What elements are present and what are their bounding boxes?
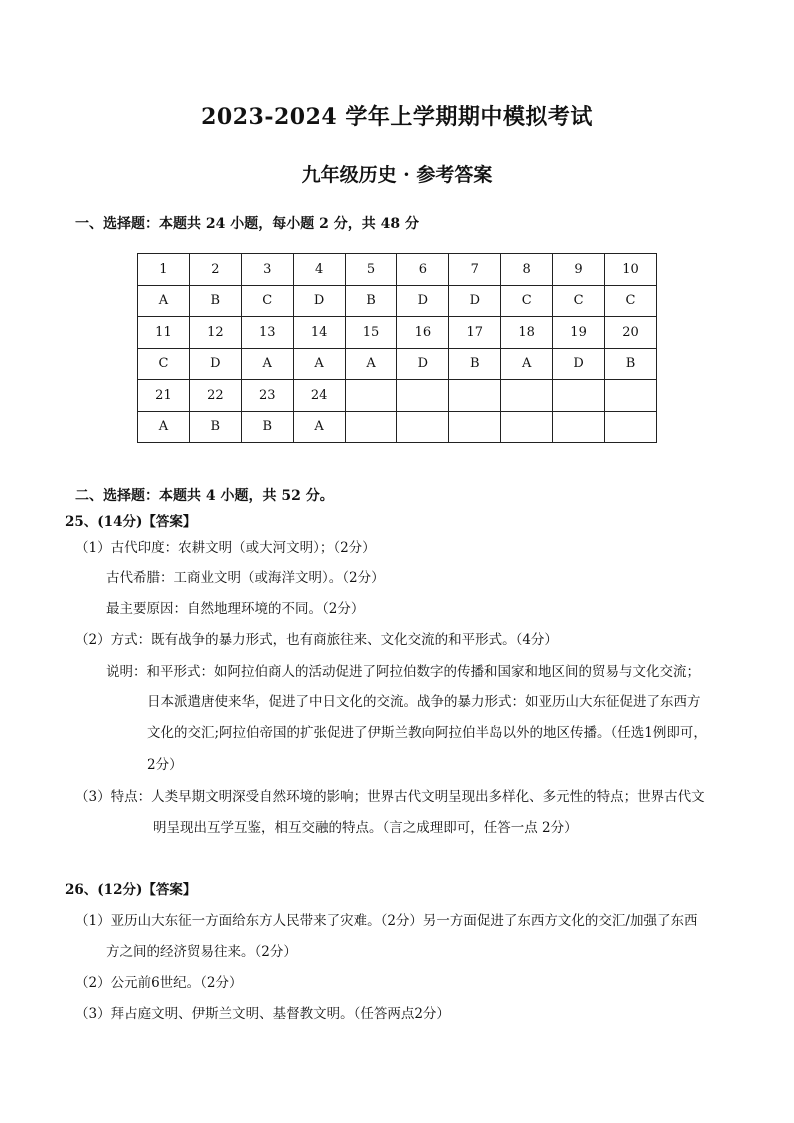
table-cell: 24: [293, 380, 345, 412]
table-cell: 3: [241, 254, 293, 286]
q25-line-10: 明呈现出互学互鉴，相互交融的特点。（言之成理即可，任答一点 2分）: [153, 820, 578, 836]
table-cell: 4: [293, 254, 345, 286]
table-cell: D: [449, 285, 501, 317]
table-cell: [345, 380, 397, 412]
table-cell: [449, 411, 501, 443]
table-cell: [605, 411, 657, 443]
table-cell: C: [553, 285, 605, 317]
table-row: [138, 317, 657, 349]
table-cell: [501, 411, 553, 443]
table-cell: [449, 380, 501, 412]
table-cell: 21: [138, 380, 190, 412]
table-row: [138, 348, 657, 380]
document-subtitle: 九年级历史 · 参考答案: [301, 164, 493, 186]
table-cell: 5: [345, 254, 397, 286]
table-cell: 19: [553, 317, 605, 349]
table-cell: B: [345, 285, 397, 317]
answer-table: [137, 253, 657, 443]
table-cell: B: [189, 285, 241, 317]
table-cell: B: [605, 348, 657, 380]
section-2-heading: 二、选择题：本题共 4 小题，共 52 分。: [75, 488, 334, 504]
q25-line-5: 说明：和平形式：如阿拉伯商人的活动促进了阿拉伯数字的传播和国家和地区间的贸易与文化交流；: [106, 664, 700, 680]
q26-line-3: （2）公元前6世纪。（2分）: [75, 975, 243, 991]
table-cell: A: [293, 348, 345, 380]
table-row: [138, 380, 657, 412]
document-title: 2023-2024 学年上学期期中模拟考试: [201, 104, 593, 130]
q25-line-9: （3）特点：人类早期文明深受自然环境的影响；世界古代文明呈现出多样化、多元性的特点；世界古代文: [75, 789, 705, 805]
table-cell: 11: [138, 317, 190, 349]
q25-line-7: 文化的交汇;阿拉伯帝国的扩张促进了伊斯兰教向阿拉伯半岛以外的地区传播。（任选1例即可，: [147, 725, 707, 741]
table-cell: 20: [605, 317, 657, 349]
table-cell: [553, 380, 605, 412]
table-cell: 23: [241, 380, 293, 412]
table-cell: 8: [501, 254, 553, 286]
table-cell: D: [397, 348, 449, 380]
q26-line-2: 方之间的经济贸易往来。（2分）: [106, 944, 297, 960]
table-row: [138, 285, 657, 317]
table-cell: [397, 411, 449, 443]
table-cell: B: [241, 411, 293, 443]
q26-line-4: （3）拜占庭文明、伊斯兰文明、基督教文明。（任答两点2分）: [75, 1006, 450, 1022]
q25-line-8: 2分）: [147, 757, 183, 773]
table-cell: 22: [189, 380, 241, 412]
table-cell: A: [138, 285, 190, 317]
table-cell: 9: [553, 254, 605, 286]
table-cell: 17: [449, 317, 501, 349]
table-cell: [605, 380, 657, 412]
table-cell: 7: [449, 254, 501, 286]
table-cell: [501, 380, 553, 412]
table-cell: 12: [189, 317, 241, 349]
q25-line-6: 日本派遣唐使来华，促进了中日文化的交流。战争的暴力形式：如亚历山大东征促进了东西方: [147, 694, 701, 710]
table-cell: 14: [293, 317, 345, 349]
table-cell: C: [501, 285, 553, 317]
table-cell: 1: [138, 254, 190, 286]
section-1-heading: 一、选择题：本题共 24 小题，每小题 2 分，共 48 分: [75, 216, 419, 232]
table-cell: D: [293, 285, 345, 317]
table-cell: D: [189, 348, 241, 380]
table-cell: B: [189, 411, 241, 443]
table-cell: B: [449, 348, 501, 380]
table-cell: D: [397, 285, 449, 317]
table-cell: C: [138, 348, 190, 380]
table-cell: 10: [605, 254, 657, 286]
table-cell: A: [138, 411, 190, 443]
table-row: [138, 254, 657, 286]
table-cell: C: [605, 285, 657, 317]
table-cell: 15: [345, 317, 397, 349]
table-cell: A: [501, 348, 553, 380]
table-cell: 16: [397, 317, 449, 349]
table-cell: D: [553, 348, 605, 380]
table-cell: A: [241, 348, 293, 380]
q25-line-1: （1）古代印度：农耕文明（或大河文明）；（2分）: [75, 540, 376, 556]
table-cell: 18: [501, 317, 553, 349]
table-row: [138, 411, 657, 443]
table-cell: [397, 380, 449, 412]
table-cell: 2: [189, 254, 241, 286]
q25-line-4: （2）方式：既有战争的暴力形式，也有商旅往来、文化交流的和平形式。（4分）: [75, 632, 558, 648]
table-cell: A: [345, 348, 397, 380]
table-cell: A: [293, 411, 345, 443]
q25-line-3: 最主要原因：自然地理环境的不同。（2分）: [106, 601, 365, 617]
table-cell: [345, 411, 397, 443]
q25-line-2: 古代希腊：工商业文明（或海洋文明）。（2分）: [106, 570, 385, 586]
q26-header: 26、(12分)【答案】: [65, 882, 197, 898]
q26-line-1: （1）亚历山大东征一方面给东方人民带来了灾难。（2分）另一方面促进了东西方文化的交汇/加强了东西: [75, 913, 698, 929]
table-cell: [553, 411, 605, 443]
table-cell: 13: [241, 317, 293, 349]
q25-header: 25、(14分)【答案】: [65, 514, 197, 530]
table-cell: 6: [397, 254, 449, 286]
table-cell: C: [241, 285, 293, 317]
